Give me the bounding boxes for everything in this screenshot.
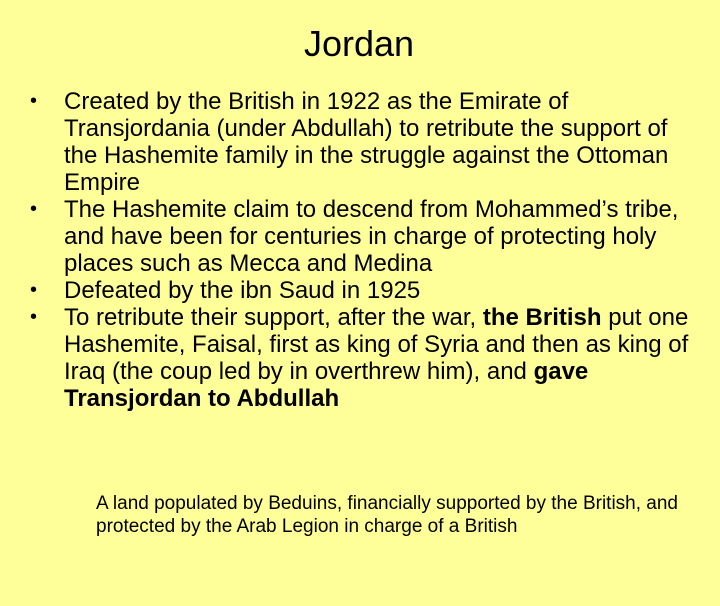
bullet-dot-icon: •	[30, 90, 38, 112]
bullet-text-bold: the British	[482, 304, 602, 331]
bullet-text: The Hashemite claim to descend from Mohammed’s tribe, and have been for centuries in charge of protecting holy places such as Mecca and Medina	[64, 196, 679, 277]
bullet-text: put one Hashemite, Faisal, first as king of Syria and then as king of Iraq (the coup led by in overthrew him), and	[64, 304, 689, 385]
bullet-item	[30, 88, 700, 196]
bullet-text-bold: gave Transjordan to Abdullah	[64, 358, 589, 412]
sub-point: A land populated by Beduins, financially supported by the British, and protected by the Arab Legion in charge of a British	[96, 493, 678, 537]
bullet-item	[30, 196, 700, 277]
bullet-dot-icon: •	[30, 198, 38, 220]
bullet-item	[30, 277, 700, 304]
bullet-item	[30, 304, 700, 412]
bullet-text: Defeated by the ibn Saud in 1925	[64, 277, 421, 304]
bullet-list	[30, 88, 700, 412]
slide-title: Jordan	[303, 23, 415, 64]
bullet-text: To retribute their support, after the war,	[64, 304, 483, 331]
bullet-text: Created by the British in 1922 as the Emirate of Transjordania (under Abdullah) to retribute the support of the Hashemite family in the struggle against the Ottoman Empire	[64, 88, 669, 196]
bullet-dot-icon: •	[30, 306, 38, 328]
bullet-dot-icon: •	[30, 279, 38, 301]
